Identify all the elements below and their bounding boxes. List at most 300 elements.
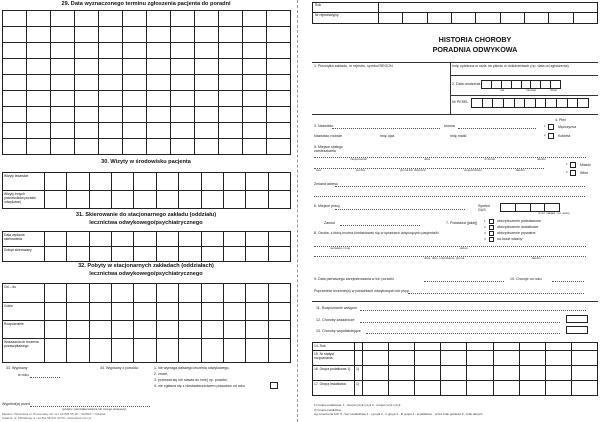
stat-cell[interactable] [493, 366, 519, 381]
grid-cell[interactable] [51, 11, 75, 27]
grid-cell[interactable] [243, 107, 267, 123]
discharge-reason-box[interactable] [270, 382, 278, 389]
grid-cell[interactable] [156, 232, 178, 247]
grid-cell[interactable] [171, 107, 195, 123]
stat-cell[interactable] [363, 381, 389, 396]
grid-cell[interactable] [156, 247, 178, 262]
grid-cell[interactable] [201, 232, 223, 247]
grid-cell[interactable] [243, 11, 267, 27]
grid-cell[interactable] [219, 123, 243, 139]
grid-cell[interactable] [267, 107, 291, 123]
grid-cell[interactable] [268, 321, 290, 339]
grid-cell[interactable] [99, 27, 123, 43]
grid-cell[interactable] [201, 284, 223, 303]
grid-cell[interactable] [171, 91, 195, 107]
town-box[interactable] [570, 162, 576, 168]
grid-cell[interactable] [472, 99, 483, 108]
grid-cell[interactable] [134, 247, 156, 262]
discharged-year-line [30, 377, 60, 378]
grid-cell[interactable] [147, 107, 171, 123]
grid-cell[interactable] [3, 27, 27, 43]
stat-cell[interactable] [441, 366, 467, 381]
grid-cell[interactable] [3, 139, 27, 155]
previous-treatment-line[interactable] [408, 293, 584, 294]
residence-caption-town: miejscowość [350, 157, 368, 161]
grid-cell[interactable] [75, 91, 99, 107]
stat-cell[interactable] [545, 351, 571, 366]
grid-cell[interactable] [223, 303, 245, 321]
grid-cell[interactable] [195, 27, 219, 43]
stat-cell[interactable] [571, 366, 597, 381]
grid-cell[interactable] [51, 43, 75, 59]
grid-cell[interactable] [45, 284, 67, 303]
stat-cell[interactable] [415, 366, 441, 381]
grid-cell[interactable] [134, 321, 156, 339]
grid-cell[interactable] [515, 204, 530, 212]
reg-cell[interactable] [451, 13, 475, 24]
stat-cell[interactable] [415, 381, 441, 396]
grid-cell[interactable] [45, 232, 67, 247]
comorbidities-code-box[interactable] [566, 326, 588, 334]
stat-cell[interactable] [571, 351, 597, 366]
stat-cell[interactable] [389, 343, 415, 351]
grid-cell[interactable] [51, 123, 75, 139]
grid-cell[interactable] [179, 232, 201, 247]
stat-cell[interactable] [467, 343, 493, 351]
grid-cell[interactable] [267, 27, 291, 43]
grid-cell[interactable] [75, 123, 99, 139]
reg-cell[interactable] [573, 13, 597, 24]
grid-cell[interactable] [99, 107, 123, 123]
grid-cell[interactable] [243, 27, 267, 43]
grid-cell[interactable] [89, 232, 111, 247]
grid-cell[interactable] [268, 247, 290, 262]
address-change-line-2[interactable] [314, 196, 585, 197]
grid-cell[interactable] [179, 247, 201, 262]
discharge-reason-4: 4. nie zgłasza się z niestawiennictwem powodów od roku [154, 384, 245, 388]
grid-cell[interactable] [123, 139, 147, 155]
stat-cell[interactable] [493, 343, 519, 351]
grid-cell[interactable] [112, 173, 134, 191]
grid-cell[interactable] [27, 75, 51, 91]
grid-cell[interactable] [156, 303, 178, 321]
stat-cell[interactable] [389, 381, 415, 396]
reg-cell[interactable] [379, 13, 403, 24]
grid-cell[interactable] [267, 43, 291, 59]
grid-cell[interactable] [546, 99, 557, 108]
grid-cell[interactable] [267, 91, 291, 107]
grid-cell[interactable] [45, 173, 67, 191]
stat-cell[interactable] [519, 351, 545, 366]
rule [312, 114, 598, 115]
grid-cell[interactable] [67, 247, 89, 262]
grid-cell[interactable] [246, 191, 268, 209]
grid-cell[interactable] [3, 11, 27, 27]
grid-cell[interactable] [51, 91, 75, 107]
publisher-line-2: Gdańsk, ul. Kilińskiego 4 • tel./fax 58 347 33 05 • www.artex.com.pl [2, 416, 91, 420]
grid-cell[interactable] [67, 339, 89, 363]
grid-cell[interactable] [179, 191, 201, 209]
grid-cell[interactable] [123, 43, 147, 59]
stat-cell[interactable] [545, 381, 571, 396]
village-box[interactable] [570, 170, 576, 176]
stat-cell[interactable] [389, 351, 415, 366]
stat-cell[interactable] [519, 343, 545, 351]
grid-cell[interactable] [267, 59, 291, 75]
ill-since-line[interactable] [552, 281, 584, 282]
grid-cell[interactable] [267, 11, 291, 27]
grid-cell[interactable] [503, 99, 514, 108]
birth-date-boxes[interactable] [481, 80, 561, 89]
grid-cell[interactable] [75, 139, 99, 155]
stat-cell[interactable] [415, 351, 441, 366]
grid-cell[interactable] [246, 303, 268, 321]
grid-cell[interactable] [75, 27, 99, 43]
grid-cell[interactable] [243, 123, 267, 139]
comorbidities-line[interactable] [366, 333, 560, 334]
grid-cell[interactable] [134, 339, 156, 363]
grid-cell[interactable] [567, 99, 578, 108]
grid-cell[interactable] [27, 139, 51, 155]
occupation-line[interactable] [340, 225, 420, 226]
grid-cell[interactable] [89, 321, 111, 339]
grid-cell[interactable] [156, 173, 178, 191]
grid-cell[interactable] [75, 75, 99, 91]
grid-cell[interactable] [147, 139, 171, 155]
grid-cell[interactable] [27, 43, 51, 59]
basis-box[interactable] [489, 219, 494, 224]
basis-box[interactable] [489, 231, 494, 236]
grid-cell[interactable] [27, 123, 51, 139]
grid-cell[interactable] [3, 59, 27, 75]
reg-cell[interactable] [524, 13, 548, 24]
stat-cell[interactable] [493, 351, 519, 366]
grid-cell[interactable] [112, 284, 134, 303]
grid-cell[interactable] [171, 139, 195, 155]
grid-cell[interactable] [75, 11, 99, 27]
stat-cell[interactable] [545, 366, 571, 381]
grid-cell[interactable] [45, 191, 67, 209]
grid-cell[interactable] [99, 75, 123, 91]
grid-cell[interactable] [67, 303, 89, 321]
grid-cell[interactable] [179, 321, 201, 339]
grid-cell[interactable] [195, 107, 219, 123]
grid-cell[interactable] [268, 232, 290, 247]
grid-cell[interactable] [51, 107, 75, 123]
residence-line-2[interactable] [314, 168, 544, 169]
grid-cell[interactable] [99, 11, 123, 27]
grid-cell[interactable] [493, 99, 504, 108]
grid-cell[interactable] [223, 321, 245, 339]
grid-cell[interactable] [179, 284, 201, 303]
stat-cell[interactable] [467, 381, 493, 396]
rule [450, 75, 598, 76]
stat-cell[interactable] [363, 343, 389, 351]
grid-cell[interactable] [243, 139, 267, 155]
grid-cell[interactable] [99, 123, 123, 139]
stat-cell[interactable] [389, 366, 415, 381]
grid-cell[interactable] [243, 75, 267, 91]
grid-cell[interactable] [45, 303, 67, 321]
grid-cell[interactable] [179, 303, 201, 321]
stat-cell[interactable] [519, 366, 545, 381]
stat-cell[interactable] [441, 351, 467, 366]
grid-cell[interactable] [557, 99, 568, 108]
grid-cell[interactable] [268, 284, 290, 303]
grid-cell[interactable] [51, 75, 75, 91]
row-label: Wskazania do leczenia pozaszpitalnego [3, 339, 45, 363]
grid-cell[interactable] [134, 173, 156, 191]
grid-cell[interactable] [75, 107, 99, 123]
stat-cell[interactable] [467, 366, 493, 381]
grid-cell[interactable] [89, 284, 111, 303]
grid-cell[interactable] [195, 11, 219, 27]
grid-cell[interactable] [219, 139, 243, 155]
grid-cell[interactable] [112, 232, 134, 247]
stat-cell[interactable] [545, 343, 571, 351]
grid-cell[interactable] [156, 191, 178, 209]
grid-cell[interactable] [223, 191, 245, 209]
grid-cell[interactable] [223, 173, 245, 191]
stat-cell[interactable] [415, 343, 441, 351]
grid-cell[interactable] [134, 303, 156, 321]
row-label: Od – do [3, 284, 45, 303]
grid-cell[interactable] [123, 91, 147, 107]
grid-cell[interactable] [195, 59, 219, 75]
grid-cell[interactable] [482, 99, 493, 108]
reg-cell[interactable] [500, 13, 524, 24]
sex-male-box[interactable] [548, 124, 554, 130]
grid-cell[interactable] [51, 27, 75, 43]
stat-cell[interactable] [571, 343, 597, 351]
grid-cell[interactable] [156, 321, 178, 339]
grid-cell[interactable] [219, 59, 243, 75]
grid-cell[interactable] [219, 107, 243, 123]
grid-cell[interactable] [246, 321, 268, 339]
grid-cell[interactable] [67, 173, 89, 191]
grid-cell[interactable] [3, 75, 27, 91]
grid-cell[interactable] [45, 339, 67, 363]
grid-cell[interactable] [99, 139, 123, 155]
grid-cell[interactable] [89, 247, 111, 262]
grid-cell[interactable] [578, 99, 589, 108]
grid-cell[interactable] [268, 173, 290, 191]
grid-cell[interactable] [223, 284, 245, 303]
stat-cell[interactable] [493, 381, 519, 396]
grid-cell[interactable] [123, 107, 147, 123]
grid-cell[interactable] [123, 75, 147, 91]
grid-cell[interactable] [219, 43, 243, 59]
grid-cell[interactable] [67, 232, 89, 247]
grid-cell[interactable] [147, 11, 171, 27]
grid-cell[interactable] [67, 321, 89, 339]
reg-cell[interactable] [427, 13, 451, 24]
grid-cell[interactable] [246, 173, 268, 191]
grid-cell[interactable] [27, 11, 51, 27]
grid-cell[interactable] [246, 247, 268, 262]
grid-cell[interactable] [147, 91, 171, 107]
grid-cell[interactable] [112, 339, 134, 363]
grid-cell[interactable] [201, 339, 223, 363]
first-registration-line[interactable] [424, 281, 504, 282]
grid-cell[interactable] [195, 75, 219, 91]
grid-cell[interactable] [123, 59, 147, 75]
grid-cell[interactable] [171, 75, 195, 91]
grid-cell[interactable] [243, 43, 267, 59]
grid-cell[interactable] [147, 43, 171, 59]
grid-cell[interactable] [156, 284, 178, 303]
grid-cell[interactable] [223, 247, 245, 262]
grid-cell[interactable] [27, 59, 51, 75]
grid-cell[interactable] [171, 43, 195, 59]
grid-cell[interactable] [123, 11, 147, 27]
grid-cell[interactable] [482, 81, 492, 89]
grid-cell[interactable] [246, 339, 268, 363]
grid-cell[interactable] [195, 123, 219, 139]
grid-cell[interactable] [179, 339, 201, 363]
basis-option: ubezpieczenie prywatne [497, 231, 536, 235]
grid-cell[interactable] [268, 339, 290, 363]
grid-cell[interactable] [27, 91, 51, 107]
sex-female-label: Kobieta [558, 134, 571, 138]
grid-cell[interactable] [195, 43, 219, 59]
reg-cell[interactable] [403, 13, 427, 24]
discharge-reason-2: 2. zmarł, [154, 372, 168, 376]
grid-cell[interactable] [51, 139, 75, 155]
grid-cell[interactable] [223, 339, 245, 363]
grid-cell[interactable] [89, 303, 111, 321]
grid-cell[interactable] [201, 173, 223, 191]
initial-diagnosis-line[interactable] [360, 310, 586, 311]
grid-cell[interactable] [89, 173, 111, 191]
stat-cell[interactable] [441, 381, 467, 396]
grid-cell[interactable] [99, 59, 123, 75]
grid-cell[interactable] [45, 247, 67, 262]
reg-cell[interactable] [476, 13, 500, 24]
grid-cell[interactable] [27, 27, 51, 43]
surname-line[interactable] [332, 128, 440, 129]
grid-cell[interactable] [219, 75, 243, 91]
grid-cell[interactable] [67, 191, 89, 209]
grid-cell[interactable] [267, 139, 291, 155]
grid-cell[interactable] [267, 75, 291, 91]
year-label: Rok [313, 3, 379, 13]
grid-cell[interactable] [51, 59, 75, 75]
grid-cell[interactable] [123, 27, 147, 43]
stat-cell[interactable] [571, 381, 597, 396]
grid-cell[interactable] [134, 191, 156, 209]
grid-cell[interactable] [201, 303, 223, 321]
grid-cell[interactable] [171, 27, 195, 43]
grid-cell[interactable] [514, 99, 525, 108]
sex-female-code: 2 [544, 133, 546, 137]
grid-cell[interactable] [112, 247, 134, 262]
grid-cell[interactable] [219, 91, 243, 107]
grid-cell[interactable] [501, 204, 516, 212]
grid-cell[interactable] [267, 123, 291, 139]
grid-cell[interactable] [201, 191, 223, 209]
grid-cell[interactable] [246, 284, 268, 303]
grid-cell[interactable] [89, 339, 111, 363]
grid-cell[interactable] [134, 284, 156, 303]
grid-cell[interactable] [219, 27, 243, 43]
grid-cell[interactable] [3, 123, 27, 139]
grid-cell[interactable] [201, 321, 223, 339]
basis-box[interactable] [489, 237, 494, 242]
sex-female-box[interactable] [548, 133, 554, 139]
contact-line-1[interactable] [314, 246, 586, 247]
grid-cell[interactable] [67, 284, 89, 303]
grid-cell[interactable] [147, 75, 171, 91]
grid-cell[interactable] [112, 303, 134, 321]
stat-cell[interactable] [519, 381, 545, 396]
contact-caption-phone: telefon [532, 256, 542, 260]
grid-cell[interactable] [89, 191, 111, 209]
grid-cell[interactable] [195, 91, 219, 107]
grid-cell[interactable] [147, 59, 171, 75]
grid-cell[interactable] [268, 191, 290, 209]
grid-cell[interactable] [3, 91, 27, 107]
grid-cell[interactable] [112, 321, 134, 339]
grid-cell[interactable] [3, 43, 27, 59]
grid-cell[interactable] [134, 232, 156, 247]
grid-cell[interactable] [3, 107, 27, 123]
first-names-line[interactable] [458, 128, 536, 129]
grid-cell[interactable] [99, 91, 123, 107]
grid-cell[interactable] [195, 139, 219, 155]
grid-cell[interactable] [535, 99, 546, 108]
grid-cell[interactable] [45, 321, 67, 339]
stat-cell[interactable] [467, 351, 493, 366]
grid-cell[interactable] [171, 11, 195, 27]
town-label: Miasto [580, 163, 591, 167]
main-diseases-line[interactable] [360, 322, 560, 323]
section-29-grid [2, 10, 291, 155]
grid-cell[interactable] [525, 99, 536, 108]
workplace-line[interactable] [335, 209, 465, 210]
grid-cell[interactable] [99, 43, 123, 59]
grid-cell[interactable] [243, 59, 267, 75]
grid-cell[interactable] [75, 59, 99, 75]
grid-cell[interactable] [75, 43, 99, 59]
basis-box[interactable] [489, 225, 494, 230]
grid-cell[interactable] [123, 123, 147, 139]
grid-cell[interactable] [147, 123, 171, 139]
main-diseases-code-box[interactable] [566, 315, 588, 323]
grid-cell[interactable] [511, 81, 521, 89]
reg-cell[interactable] [549, 13, 573, 24]
grid-cell[interactable] [147, 27, 171, 43]
grid-cell[interactable] [171, 123, 195, 139]
grid-cell[interactable] [246, 232, 268, 247]
grid-cell[interactable] [112, 191, 134, 209]
grid-cell[interactable] [219, 11, 243, 27]
stat-cell[interactable] [363, 366, 389, 381]
address-change-line[interactable] [335, 186, 585, 187]
grid-cell[interactable] [179, 173, 201, 191]
grid-cell[interactable] [223, 232, 245, 247]
grid-cell[interactable] [27, 107, 51, 123]
grid-cell[interactable] [268, 303, 290, 321]
workplace-phone-caption: nr tel. zakład., tel. wwny [538, 211, 570, 215]
pesel-boxes[interactable] [471, 98, 589, 108]
grid-cell[interactable] [243, 91, 267, 107]
grid-cell[interactable] [201, 247, 223, 262]
grid-cell[interactable] [156, 339, 178, 363]
grid-cell[interactable] [171, 59, 195, 75]
stat-cell[interactable] [363, 351, 389, 366]
stat-cell[interactable] [441, 343, 467, 351]
